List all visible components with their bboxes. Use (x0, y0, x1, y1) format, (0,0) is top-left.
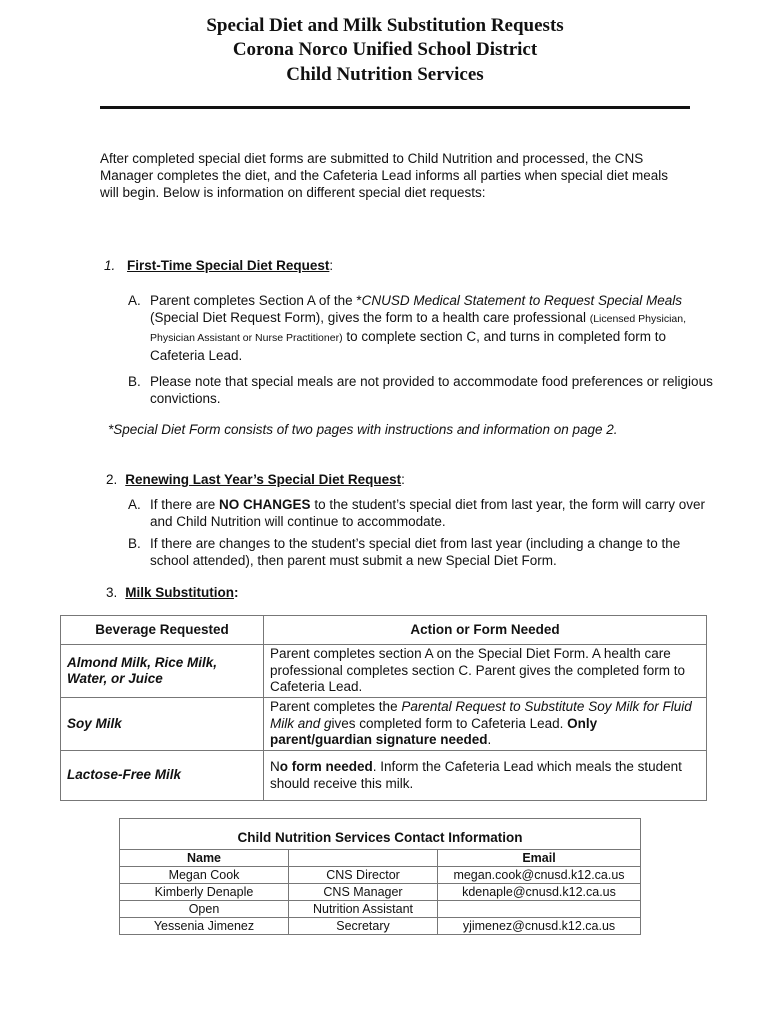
table-row (61, 751, 707, 801)
contact-email-header: Email (438, 850, 641, 867)
section-1-item-b-letter: B. (128, 374, 141, 389)
contact-role: Secretary (289, 918, 438, 935)
beverage-lactose-free: Lactose-Free Milk (61, 751, 264, 801)
section-1-title: First-Time Special Diet Request (127, 258, 330, 273)
title-line-1: Special Diet and Milk Substitution Requests (206, 15, 564, 36)
contact-role: CNS Director (289, 867, 438, 884)
section-1-heading (104, 257, 333, 274)
section-3-title: Milk Substitution (125, 585, 235, 600)
table-row (120, 901, 641, 918)
no-form-needed: o form needed (279, 759, 373, 774)
beverage-requested-header: Beverage Requested (61, 616, 264, 645)
table-row (120, 884, 641, 901)
section-3-colon: : (234, 585, 239, 600)
action-form-header: Action or Form Needed (264, 616, 707, 645)
section-1-colon: : (329, 258, 334, 273)
section-1-item-a-letter: A. (128, 293, 141, 308)
table-row (61, 698, 707, 751)
contact-email (438, 901, 641, 918)
section-2-number: 2. (106, 472, 118, 487)
beverage-soy-milk: Soy Milk (61, 698, 264, 751)
section-3-number: 3. (106, 585, 118, 600)
section-2-item-a-letter: A. (128, 497, 141, 512)
title-line-2: Corona Norco Unified School District (232, 39, 538, 60)
section-2-colon: : (401, 472, 405, 487)
contact-title-row (120, 819, 641, 850)
soy-text-3: ives completed form to Cafeteria Lead. (331, 715, 568, 731)
s2a-text-3: to the student’s special diet from last year, the form will carry over and Child Nutrition will continue to accommodate. (150, 497, 705, 529)
no-changes-emphasis: NO CHANGES (219, 497, 311, 512)
section-1-item-a (150, 292, 715, 364)
contact-name: Megan Cook (120, 867, 289, 884)
title-line-3: Child Nutrition Services (286, 64, 484, 85)
contact-table-title: Child Nutrition Services Contact Information (120, 819, 641, 850)
contact-name-header: Name (120, 850, 289, 867)
lf-text-3: . Inform the Cafeteria Lead which meals the student should receive this milk. (270, 759, 682, 791)
contact-header-row (120, 850, 641, 867)
lf-text-1: N (270, 759, 280, 774)
contact-role-header (289, 850, 438, 867)
table-row (61, 645, 707, 698)
soy-form-title: Parental Request to Substitute Soy Milk for Fluid Milk and g (270, 699, 692, 731)
section-2-item-b: If there are changes to the student’s special diet from last year (including a change to the school attended), then parent must submit a new Special Diet Form. (150, 536, 681, 568)
section-1-number: 1. (104, 258, 116, 273)
section-2-heading (106, 471, 405, 488)
contact-email[interactable]: megan.cook@cnusd.k12.ca.us (438, 867, 641, 884)
s1a-text-1: Parent completes Section A of the * (150, 293, 362, 308)
action-lactose-free (264, 751, 707, 801)
table-row (120, 918, 641, 935)
soy-text-1: Parent completes the (270, 699, 402, 715)
table-row (120, 867, 641, 884)
milk-substitution-table (60, 615, 707, 801)
special-diet-form-note: *Special Diet Form consists of two pages with instructions and information on page 2. (108, 422, 618, 437)
contact-email[interactable]: kdenaple@cnusd.k12.ca.us (438, 884, 641, 901)
s1a-text-3: (Special Diet Request Form), gives the form to a health care professional (150, 310, 590, 325)
intro-paragraph: After completed special diet forms are submitted to Child Nutrition and processed, the CNS Manager completes the diet, and the Cafeteria Lead informs all parties when special diet meals will begin. Below is information on different special diet requests: (100, 151, 669, 200)
beverage-almond-rice-water-juice: Almond Milk, Rice Milk, Water, or Juice (61, 645, 264, 698)
header-divider (100, 106, 690, 109)
contact-name: Yessenia Jimenez (120, 918, 289, 935)
contact-role: Nutrition Assistant (289, 901, 438, 918)
soy-signature-note: Only parent/guardian signature needed (270, 715, 598, 748)
s1a-professionals: (Licensed Physician, Physician Assistant or Nurse Practitioner) (150, 313, 687, 344)
section-2-title: Renewing Last Year’s Special Diet Request (125, 472, 402, 487)
contact-email[interactable]: yjimenez@cnusd.k12.ca.us (438, 918, 641, 935)
contact-info-table (119, 818, 641, 935)
contact-name: Kimberly Denaple (120, 884, 289, 901)
section-2-item-a (150, 496, 710, 530)
section-2-item-b-letter: B. (128, 536, 141, 551)
contact-role: CNS Manager (289, 884, 438, 901)
milk-table-header-row (61, 616, 707, 645)
section-3-heading (106, 584, 239, 601)
action-soy-milk (264, 698, 707, 751)
contact-name: Open (120, 901, 289, 918)
s2a-text-1: If there are (150, 497, 220, 512)
action-almond-rice-water-juice: Parent completes section A on the Special Diet Form. A health care professional completes section C. Parent gives the completed form to Cafeteria Lead. (264, 645, 707, 698)
section-1-item-b: Please note that special meals are not provided to accommodate food preferences or religious convictions. (150, 374, 713, 406)
s1a-text-5: to complete section C, and turns in completed form to Cafeteria Lead. (150, 329, 666, 363)
soy-text-5: . (487, 732, 492, 748)
cnusd-medical-statement-title: CNUSD Medical Statement to Request Special Meals (361, 293, 683, 308)
